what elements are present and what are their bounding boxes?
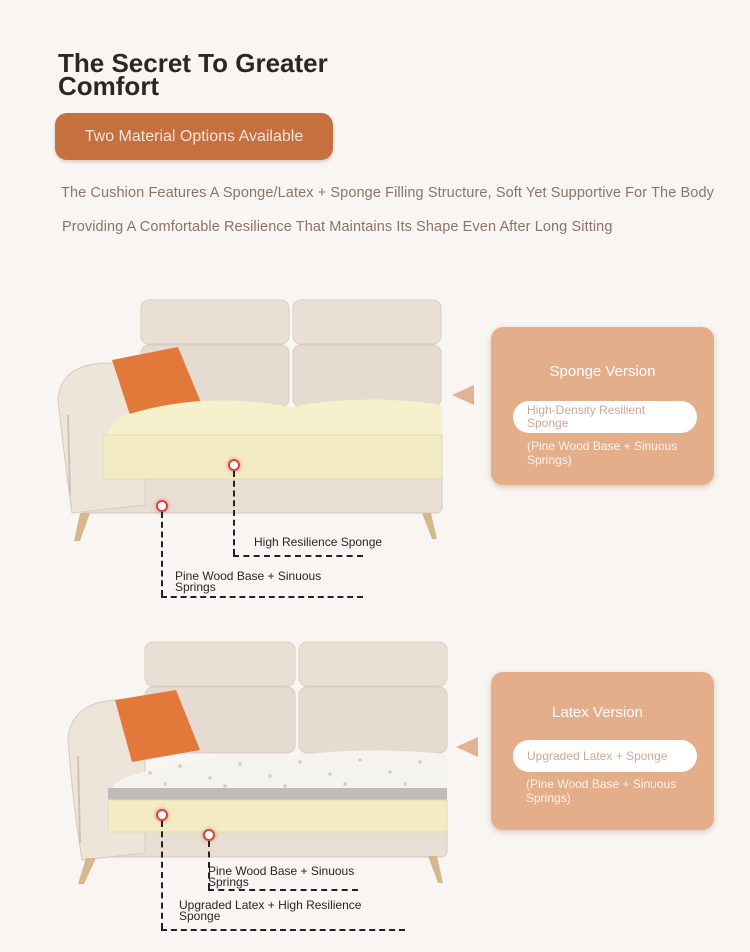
latex-seat-leader bbox=[161, 821, 163, 929]
description-line-2: Providing A Comfortable Resilience That Maintains Its Shape Even After Long Sitting bbox=[62, 219, 613, 235]
sponge-material-text: High-Density Resilient Sponge bbox=[527, 403, 646, 430]
latex-version-card bbox=[491, 672, 714, 830]
sponge-card-note: (Pine Wood Base + Sinuous Springs) bbox=[527, 439, 678, 467]
latex-card-title: Latex Version bbox=[552, 704, 643, 721]
latex-pointer-icon bbox=[456, 737, 478, 757]
latex-card-note: (Pine Wood Base + Sinuous Springs) bbox=[526, 777, 677, 805]
latex-seat-underline bbox=[161, 929, 405, 931]
sponge-seat-underline bbox=[233, 555, 363, 557]
material-options-badge bbox=[55, 113, 333, 160]
sponge-sofa-illustration bbox=[50, 295, 450, 545]
title-line-1: The Secret To Greater bbox=[58, 48, 328, 78]
sponge-card-title: Sponge Version bbox=[549, 363, 656, 380]
sponge-base-leader bbox=[161, 512, 163, 596]
latex-seat-marker bbox=[156, 809, 168, 821]
sponge-version-card bbox=[491, 327, 714, 485]
latex-material-pill bbox=[513, 740, 697, 772]
sponge-material-pill bbox=[513, 401, 697, 433]
latex-sofa-illustration bbox=[60, 638, 455, 888]
latex-base-marker bbox=[203, 829, 215, 841]
title-line-2: Comfort bbox=[58, 71, 160, 101]
description-line-1: The Cushion Features A Sponge/Latex + Sponge Filling Structure, Soft Yet Supportive For The Body bbox=[61, 185, 714, 201]
latex-material-text: Upgraded Latex + Sponge bbox=[527, 748, 668, 763]
latex-base-underline bbox=[208, 889, 358, 891]
latex-seat-label: Upgraded Latex + High Resilience Sponge bbox=[179, 898, 362, 923]
sponge-seat-leader bbox=[233, 471, 235, 555]
material-options-label: Two Material Options Available bbox=[84, 127, 304, 145]
sponge-seat-label: High Resilience Sponge bbox=[254, 535, 383, 549]
page-title bbox=[58, 48, 328, 101]
latex-base-label: Pine Wood Base + Sinuous Springs bbox=[208, 864, 355, 889]
sponge-pointer-icon bbox=[452, 385, 474, 405]
sponge-seat-marker bbox=[228, 459, 240, 471]
sponge-base-underline bbox=[161, 596, 363, 598]
sponge-base-marker bbox=[156, 500, 168, 512]
sponge-base-label: Pine Wood Base + Sinuous Springs bbox=[175, 569, 322, 594]
